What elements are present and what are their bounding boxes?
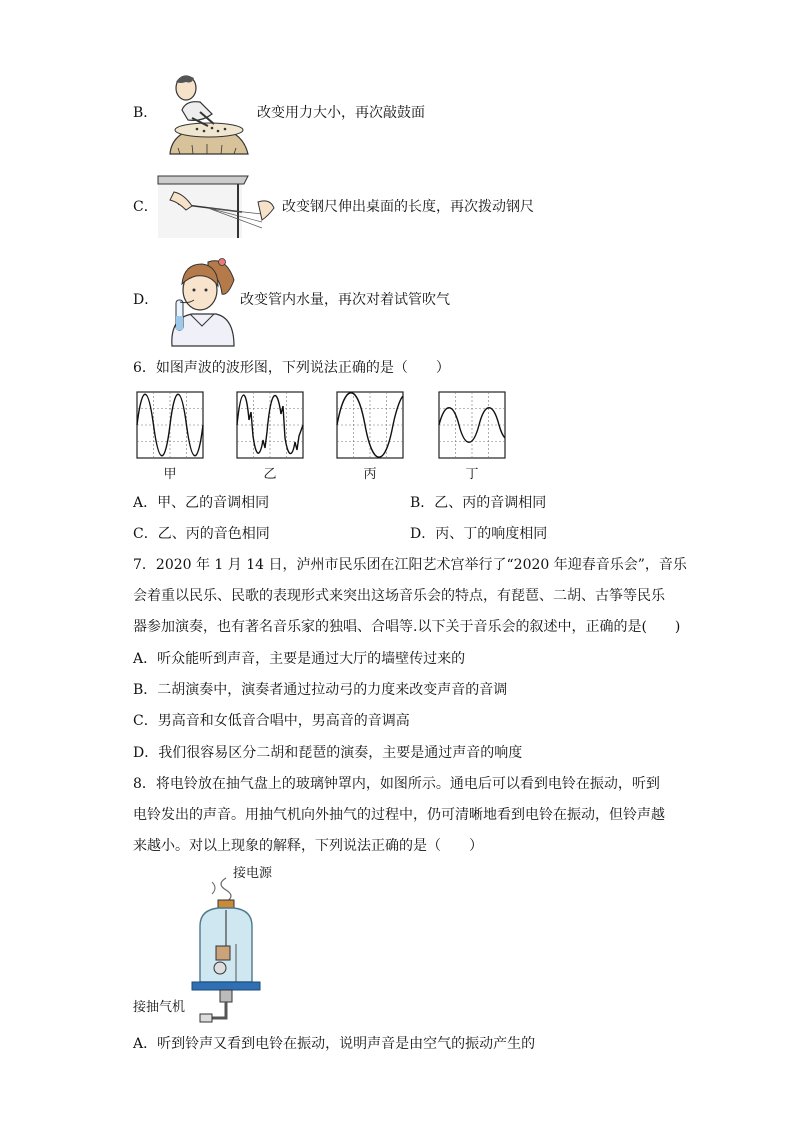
q6-option-c: C．乙、丙的音色相同 bbox=[133, 526, 270, 542]
option-d-letter: D． bbox=[133, 292, 159, 308]
q7-stem-line3: 器参加演奏，也有著名音乐家的独唱、合唱等.以下关于音乐会的叙述中，正确的是( ) bbox=[133, 619, 681, 635]
waveform-ding bbox=[439, 392, 505, 458]
q8-stem-line2: 电铃发出的声音。用抽气机向外抽气的过程中，仍可清晰地看到电铃在振动，但铃声越 bbox=[133, 807, 665, 823]
option-c-letter: C． bbox=[133, 199, 158, 215]
ruler-on-table-icon bbox=[158, 172, 278, 238]
q7-option-b: B．二胡演奏中，演奏者通过拉动弓的力度来改变声音的音调 bbox=[133, 682, 508, 698]
wave-label-jia: 甲 bbox=[163, 467, 177, 482]
q7-stem-line2: 会着重以民乐、民歌的表现形式来突出这场音乐会的特点，有琵琶、二胡、古筝等民乐 bbox=[133, 588, 665, 604]
wave-label-ding: 丁 bbox=[465, 467, 479, 482]
q6-option-d: D．丙、丁的响度相同 bbox=[410, 526, 548, 542]
bell-jar-apparatus-icon bbox=[186, 878, 266, 1038]
option-d-text: 改变管内水量，再次对着试管吹气 bbox=[240, 292, 450, 308]
wave-label-yi: 乙 bbox=[263, 467, 277, 482]
option-b-text: 改变用力大小，再次敲鼓面 bbox=[257, 105, 425, 121]
waveform-yi bbox=[237, 392, 303, 458]
q6-option-b: B．乙、丙的音调相同 bbox=[410, 495, 547, 511]
q8-stem-line1: 8．将电铃放在抽气盘上的玻璃钟罩内，如图所示。通电后可以看到电铃在振动，听到 bbox=[133, 776, 660, 792]
waveform-bing bbox=[337, 392, 403, 458]
figure-label-pump: 接抽气机 bbox=[133, 1000, 186, 1015]
figure-label-power: 接电源 bbox=[233, 866, 273, 881]
q7-stem-line1: 7．2020 年 1 月 14 日，泸州市民乐团在江阳艺术宫举行了“2020 年迎春音乐会”，音乐 bbox=[133, 557, 687, 573]
option-c-text: 改变钢尺伸出桌面的长度，再次拨动钢尺 bbox=[282, 199, 534, 215]
q8-option-a: A．听到铃声又看到电铃在振动，说明声音是由空气的振动产生的 bbox=[133, 1036, 536, 1052]
q7-option-c: C．男高音和女低音合唱中，男高音的音调高 bbox=[133, 713, 410, 729]
q7-option-d: D．我们很容易区分二胡和琵琶的演奏，主要是通过声音的响度 bbox=[133, 745, 523, 761]
q7-option-a: A．听众能听到声音，主要是通过大厅的墙壁传过来的 bbox=[133, 651, 466, 667]
option-b-letter: B． bbox=[133, 105, 158, 121]
girl-blowing-tube-icon bbox=[162, 252, 238, 346]
q6-option-a: A．甲、乙的音调相同 bbox=[133, 495, 270, 511]
waveform-jia bbox=[137, 392, 203, 458]
drum-player-icon bbox=[152, 70, 252, 154]
q8-stem-line3: 来越小。对以上现象的解释，下列说法正确的是（ ） bbox=[133, 838, 483, 854]
wave-label-bing: 丙 bbox=[363, 467, 377, 482]
q6-stem: 6．如图声波的波形图，下列说法正确的是（ ） bbox=[133, 360, 450, 376]
